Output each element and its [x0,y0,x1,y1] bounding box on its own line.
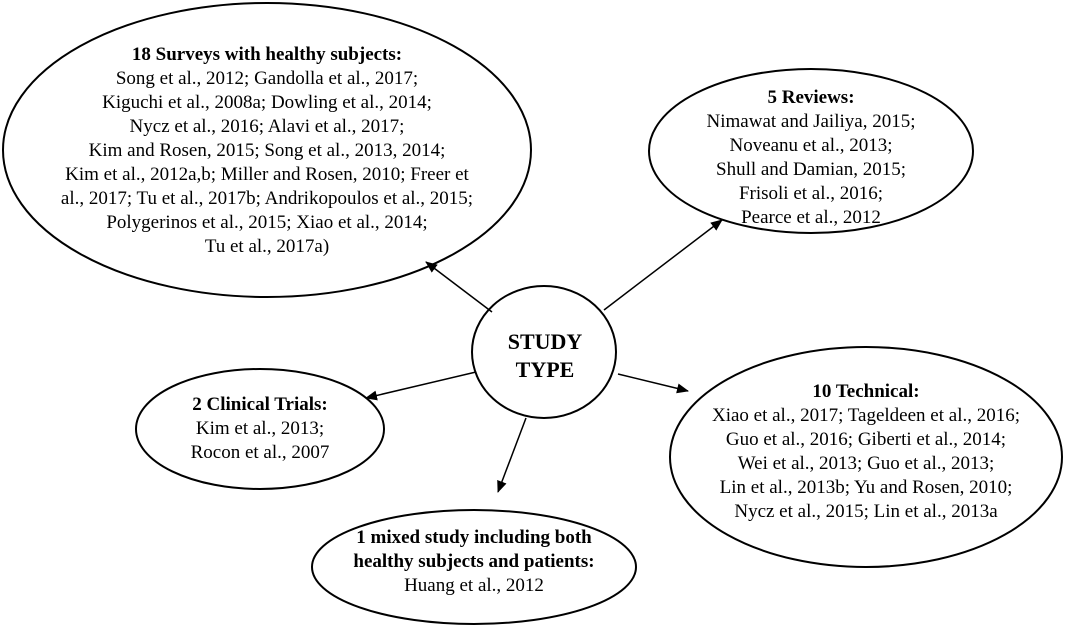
reviews-heading: 5 Reviews: [767,87,855,108]
study-type-label [470,328,620,384]
arrow-to-mixed [498,418,526,492]
technical-line: Wei et al., 2013; Guo et al., 2013; [737,453,995,474]
surveys-line: Kiguchi et al., 2008a; Dowling et al., 2014; [102,92,432,113]
surveys-line: Nycz et al., 2016; Alavi et al., 2017; [129,116,405,137]
study-type-line2: TYPE [515,357,575,382]
surveys-line: Kim and Rosen, 2015; Song et al., 2013, 2014; [88,140,446,161]
surveys-heading: 18 Surveys with healthy subjects: [131,44,403,65]
mixed-line: Huang et al., 2012 [404,575,544,596]
arrow-to-clinical [366,372,476,398]
clinical-line: Rocon et al., 2007 [190,442,330,463]
clinical-heading: 2 Clinical Trials: [192,394,328,415]
mixed-text [334,526,614,598]
clinical-line: Kim et al., 2013; [195,418,325,439]
reviews-line: Shull and Damian, 2015; [716,159,906,180]
arrow-to-reviews [604,220,722,310]
clinical-text [150,393,370,465]
surveys-text [17,43,517,259]
reviews-line: Noveanu et al., 2013; [729,135,893,156]
surveys-line: Kim et al., 2012a,b; Miller and Rosen, 2010; Freer et [65,164,469,185]
technical-heading: 10 Technical: [812,381,920,402]
mixed-heading-line1: 1 mixed study including both [356,527,592,548]
study-type-line1: STUDY [507,329,583,354]
technical-line: Guo et al., 2016; Giberti et al., 2014; [725,429,1007,450]
surveys-line: Song et al., 2012; Gandolla et al., 2017; [115,68,419,89]
reviews-line: Nimawat and Jailiya, 2015; [706,111,916,132]
reviews-text [661,86,961,230]
reviews-line: Frisoli et al., 2016; [738,183,884,204]
surveys-line: Polygerinos et al., 2015; Xiao et al., 2014; [106,212,428,233]
technical-line: Xiao et al., 2017; Tageldeen et al., 2016; [711,405,1021,426]
technical-line: Nycz et al., 2015; Lin et al., 2013a [734,501,998,522]
surveys-line: al., 2017; Tu et al., 2017b; Andrikopoulos et al., 2015; [60,188,474,209]
surveys-line: Tu et al., 2017a) [204,236,330,257]
arrow-to-surveys [426,262,492,312]
reviews-line: Pearce et al., 2012 [741,207,881,228]
technical-text [696,380,1036,524]
technical-line: Lin et al., 2013b; Yu and Rosen, 2010; [719,477,1013,498]
mixed-heading-line2: healthy subjects and patients: [353,551,595,572]
arrow-to-technical [618,374,688,391]
